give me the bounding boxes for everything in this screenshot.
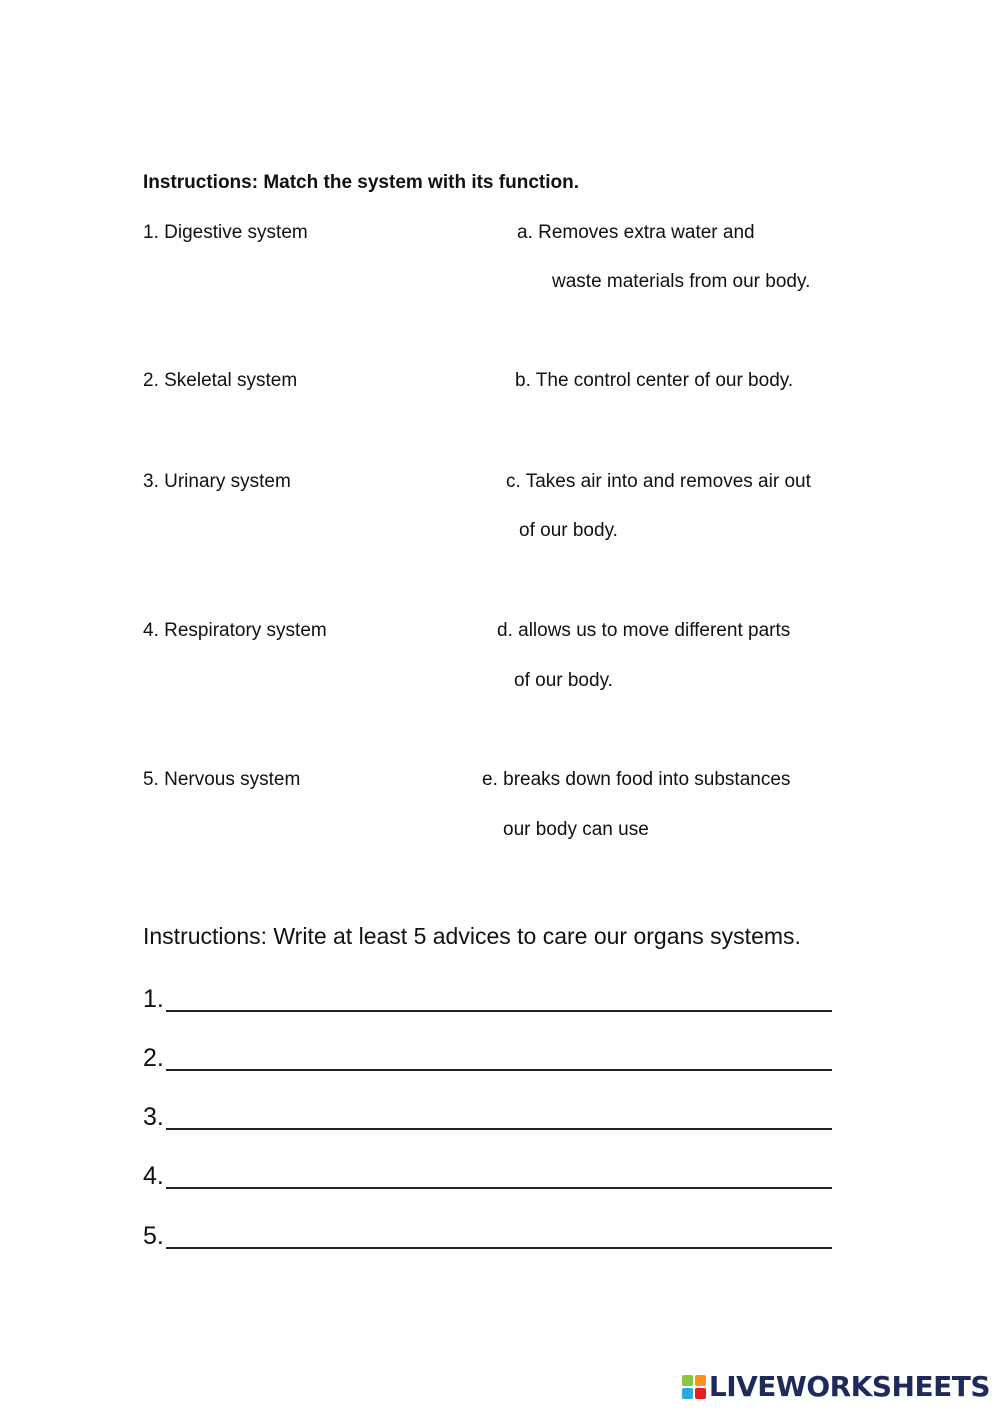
function-e-line2: our body can use bbox=[503, 819, 649, 840]
answer-row-1 bbox=[143, 978, 832, 1014]
system-item-4: 4. Respiratory system bbox=[143, 620, 327, 641]
answer-number-4: 4. bbox=[143, 1162, 164, 1190]
liveworksheets-logo bbox=[682, 1370, 990, 1403]
function-e-line1: e. breaks down food into substances bbox=[482, 769, 791, 790]
answer-field-2[interactable] bbox=[166, 1037, 832, 1071]
system-item-5: 5. Nervous system bbox=[143, 769, 301, 790]
system-item-3: 3. Urinary system bbox=[143, 471, 291, 492]
answer-number-2: 2. bbox=[143, 1044, 164, 1072]
answer-row-5 bbox=[143, 1215, 832, 1251]
answer-field-5[interactable] bbox=[166, 1215, 832, 1249]
answer-number-5: 5. bbox=[143, 1222, 164, 1250]
answer-row-4 bbox=[143, 1155, 832, 1191]
function-a-line2: waste materials from our body. bbox=[552, 271, 811, 292]
function-c-line2: of our body. bbox=[519, 520, 618, 541]
function-c-line1: c. Takes air into and removes air out bbox=[506, 471, 811, 492]
function-d-line2: of our body. bbox=[514, 670, 613, 691]
system-item-2: 2. Skeletal system bbox=[143, 370, 298, 391]
liveworksheets-logo-icon bbox=[682, 1375, 706, 1399]
function-d-line1: d. allows us to move different parts bbox=[497, 620, 791, 641]
matching-instructions: Instructions: Match the system with its function. bbox=[143, 172, 579, 193]
answer-row-2 bbox=[143, 1037, 832, 1073]
function-a-line1: a. Removes extra water and bbox=[517, 222, 755, 243]
advice-instructions: Instructions: Write at least 5 advices to care our organs systems. bbox=[143, 923, 801, 949]
answer-field-4[interactable] bbox=[166, 1155, 832, 1189]
answer-number-1: 1. bbox=[143, 985, 164, 1013]
system-item-1: 1. Digestive system bbox=[143, 222, 308, 243]
answer-field-1[interactable] bbox=[166, 978, 832, 1012]
liveworksheets-logo-text: LIVEWORKSHEETS bbox=[708, 1370, 990, 1403]
answer-field-3[interactable] bbox=[166, 1096, 832, 1130]
function-b-line1: b. The control center of our body. bbox=[515, 370, 794, 391]
answer-number-3: 3. bbox=[143, 1103, 164, 1131]
answer-row-3 bbox=[143, 1096, 832, 1132]
